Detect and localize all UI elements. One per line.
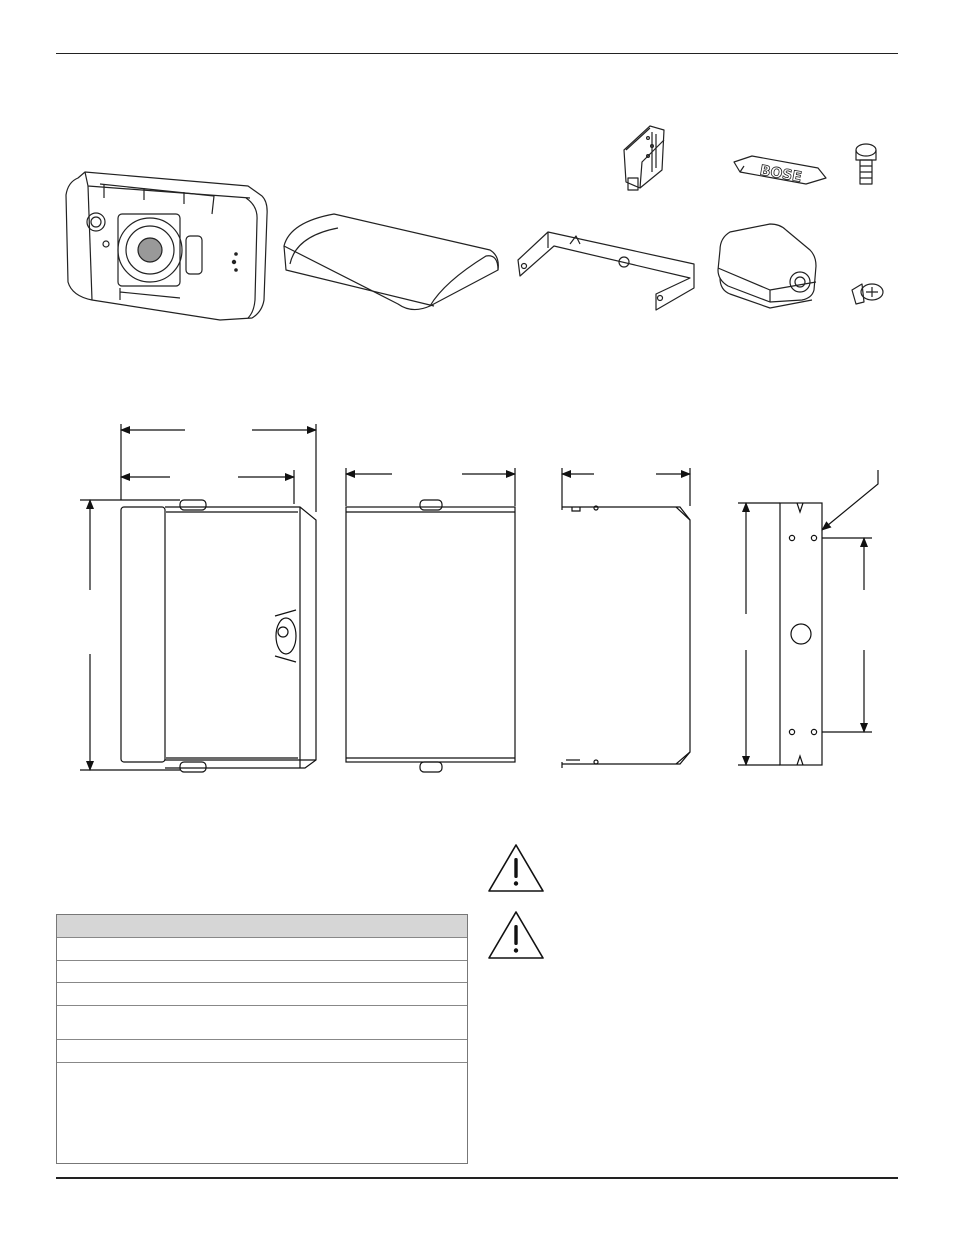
spec-table: [56, 914, 468, 1164]
table-row: [57, 938, 467, 961]
table-row: [57, 1006, 467, 1040]
warning-triangle-icon: [486, 842, 546, 894]
front-view-drawing: [346, 500, 515, 772]
bracket-side-drawing: [562, 504, 690, 768]
svg-text:BOSE: BOSE: [758, 162, 803, 186]
bracket-back-drawing: [780, 503, 822, 765]
table-row: [57, 961, 467, 983]
table-row: [57, 983, 467, 1006]
table-row: [57, 1040, 467, 1063]
footer-rule: [56, 1177, 898, 1179]
warning-triangle-icon: [486, 909, 546, 961]
table-row: [57, 1063, 467, 1163]
dimension-lines: [80, 424, 878, 770]
side-view-drawing: [121, 500, 316, 772]
spec-table-header: [57, 915, 467, 938]
